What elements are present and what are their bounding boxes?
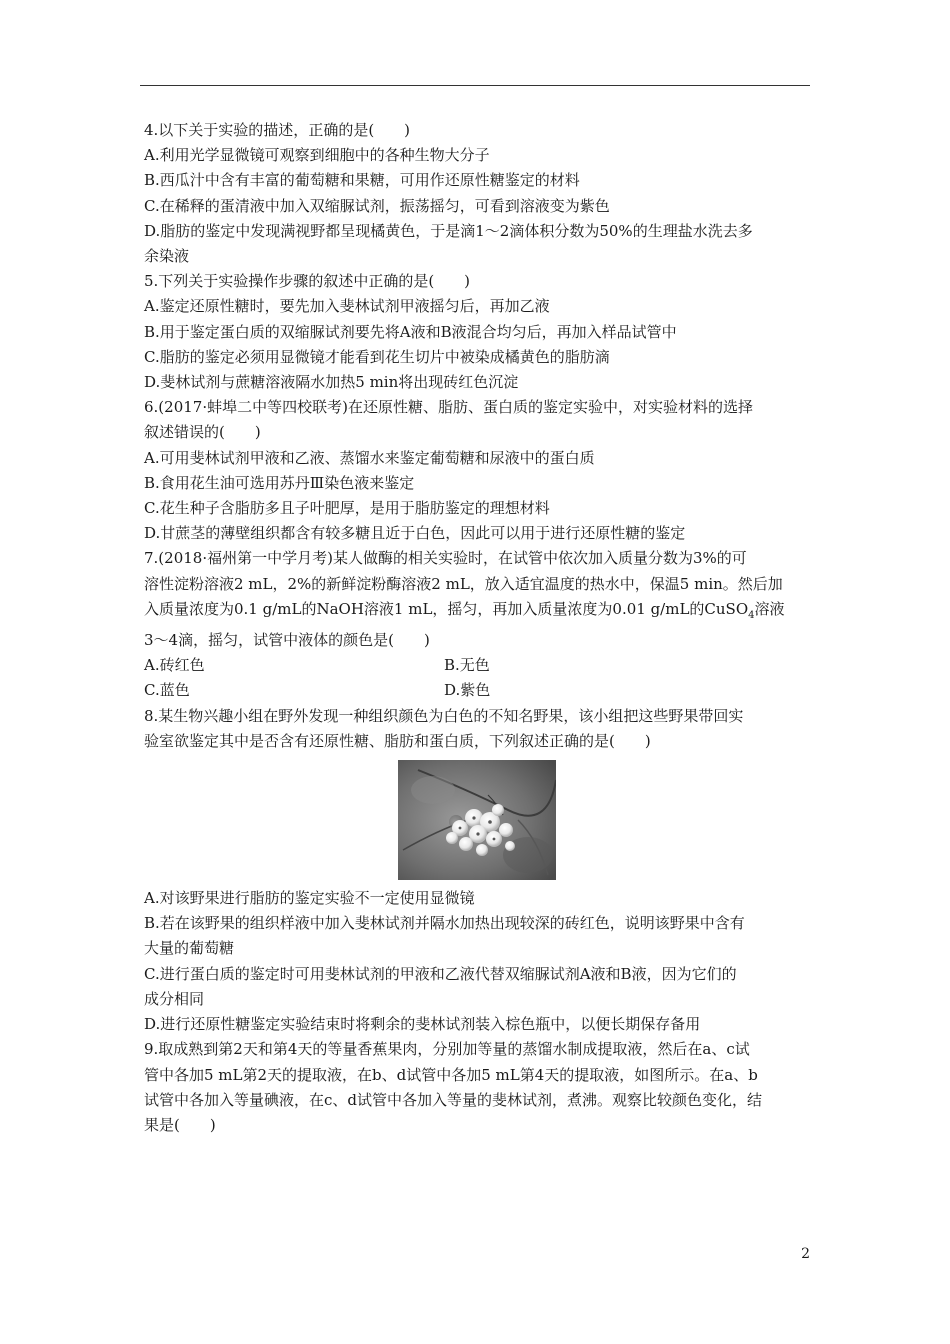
subscript: 4 — [748, 609, 755, 621]
question-7 — [144, 546, 810, 703]
option-c: C.脂肪的鉴定必须用显微镜才能看到花生切片中被染成橘黄色的脂肪滴 — [144, 347, 610, 366]
option-b: B.用于鉴定蛋白质的双缩脲试剂要先将A液和B液混合均匀后，再加入样品试管中 — [144, 322, 677, 341]
option-c: C.蓝色 — [144, 681, 190, 700]
option-b: B.无色 — [444, 656, 490, 675]
page-number: 2 — [801, 1246, 810, 1262]
options-row — [144, 653, 810, 678]
question-stem: 6.(2017·蚌埠二中等四校联考)在还原性糖、脂肪、蛋白质的鉴定实验中，对实验材料的选择 — [144, 398, 753, 417]
question-stem-continued: 溶性淀粉溶液2 mL，2%的新鲜淀粉酶溶液2 mL，放入适宜温度的热水中，保温5 min。然后加 — [144, 574, 783, 593]
question-stem-continued — [144, 597, 810, 628]
option-a: A.鉴定还原性糖时，要先加入斐林试剂甲液摇匀后，再加乙液 — [144, 297, 550, 316]
question-stem: 9.取成熟到第2天和第4天的等量香蕉果肉，分别加等量的蒸馏水制成提取液，然后在a、c试 — [144, 1040, 750, 1059]
option-a: A.可用斐林试剂甲液和乙液、蒸馏水来鉴定葡萄糖和尿液中的蛋白质 — [144, 448, 595, 467]
question-stem: 8.某生物兴趣小组在野外发现一种组织颜色为白色的不知名野果，该小组把这些野果带回实 — [144, 706, 744, 725]
question-content — [144, 118, 810, 1138]
question-8 — [144, 704, 810, 1038]
question-6 — [144, 395, 810, 546]
question-stem: 7.(2018·福州第一中学月考)某人做酶的相关实验时，在试管中依次加入质量分数为3%的可 — [144, 549, 747, 568]
question-stem-continued: 试管中各加入等量碘液，在c、d试管中各加入等量的斐林试剂，煮沸。观察比较颜色变化，结 — [144, 1090, 763, 1109]
option-d: D.紫色 — [444, 681, 491, 700]
wild-fruit-image — [398, 760, 556, 880]
option-b-continued: 大量的葡萄糖 — [144, 939, 235, 958]
option-d: D.进行还原性糖鉴定实验结束时将剩余的斐林试剂装入棕色瓶中，以便长期保存备用 — [144, 1015, 701, 1034]
stem-text: 入质量浓度为0.1 g/mL的NaOH溶液1 mL，摇匀，再加入质量浓度为0.01 g/mL的CuSO — [144, 599, 749, 618]
option-c: C.进行蛋白质的鉴定时可用斐林试剂的甲液和乙液代替双缩脲试剂A液和B液，因为它们的 — [144, 964, 737, 983]
question-stem-continued: 叙述错误的( ) — [144, 423, 261, 442]
question-stem-continued: 果是( ) — [144, 1115, 216, 1134]
option-d: D.甘蔗茎的薄壁组织都含有较多糖且近于白色，因此可以用于进行还原性糖的鉴定 — [144, 524, 686, 543]
question-stem-continued: 3～4滴，摇匀，试管中液体的颜色是( ) — [144, 631, 430, 650]
option-d-continued: 余染液 — [144, 247, 190, 266]
option-a: A.砖红色 — [144, 656, 205, 675]
option-c: C.花生种子含脂肪多且子叶肥厚，是用于脂肪鉴定的理想材料 — [144, 499, 550, 518]
option-c-continued: 成分相同 — [144, 989, 205, 1008]
question-9 — [144, 1037, 810, 1138]
header-rule — [140, 85, 810, 86]
stem-text: 溶液 — [754, 599, 785, 618]
option-b: B.若在该野果的组织样液中加入斐林试剂并隔水加热出现较深的砖红色，说明该野果中含有 — [144, 914, 745, 933]
option-b: B.西瓜汁中含有丰富的葡萄糖和果糖，可用作还原性糖鉴定的材料 — [144, 171, 580, 190]
question-stem: 5.下列关于实验操作步骤的叙述中正确的是( ) — [144, 272, 471, 291]
option-d: D.斐林试剂与蔗糖溶液隔水加热5 min将出现砖红色沉淀 — [144, 373, 519, 392]
question-4 — [144, 118, 810, 269]
option-c: C.在稀释的蛋清液中加入双缩脲试剂，振荡摇匀，可看到溶液变为紫色 — [144, 196, 610, 215]
option-d: D.脂肪的鉴定中发现满视野都呈现橘黄色，于是滴1～2滴体积分数为50%的生理盐水洗去多 — [144, 221, 753, 240]
option-a: A.对该野果进行脂肪的鉴定实验不一定使用显微镜 — [144, 889, 475, 908]
question-stem-continued: 管中各加5 mL第2天的提取液，在b、d试管中各加5 mL第4天的提取液，如图所示。在a、b — [144, 1065, 758, 1084]
question-stem: 4.以下关于实验的描述，正确的是( ) — [144, 121, 411, 139]
option-b: B.食用花生油可选用苏丹Ⅲ染色液来鉴定 — [144, 473, 415, 492]
question-stem-continued: 验室欲鉴定其中是否含有还原性糖、脂肪和蛋白质，下列叙述正确的是( ) — [144, 731, 651, 750]
option-a: A.利用光学显微镜可观察到细胞中的各种生物大分子 — [144, 146, 490, 165]
options-row — [144, 678, 810, 703]
question-5 — [144, 269, 810, 395]
wild-fruit-photo — [398, 760, 556, 880]
